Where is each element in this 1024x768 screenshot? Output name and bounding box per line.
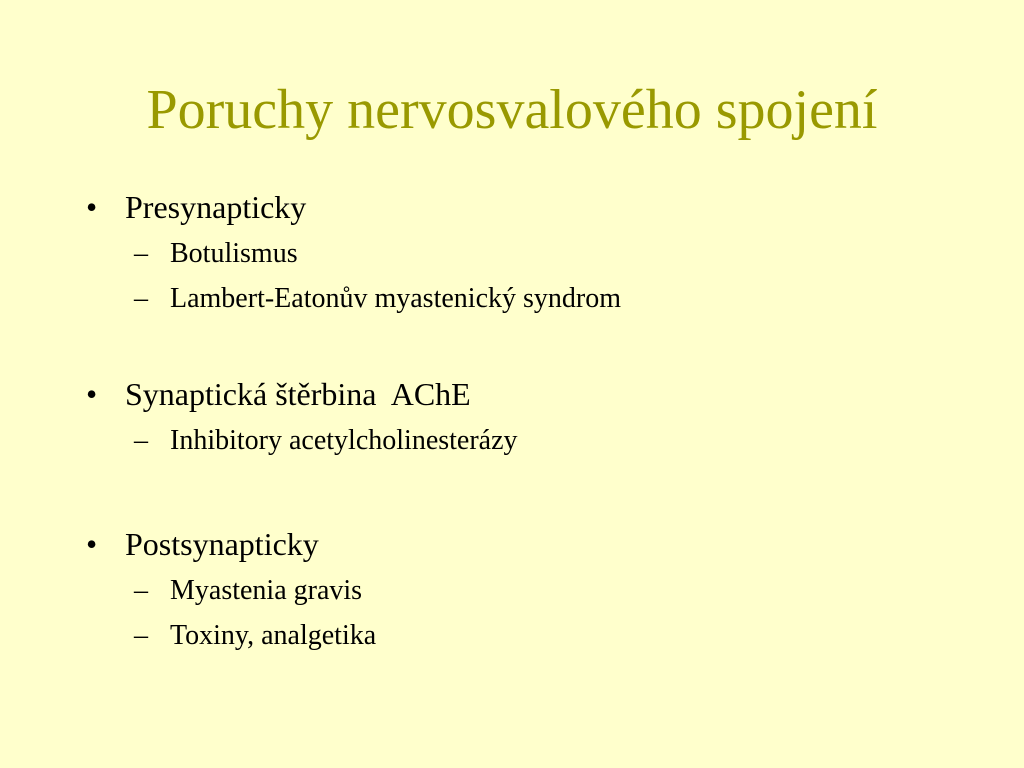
bullet-marker: • [86, 376, 98, 412]
sub-bullet-label: Botulismus [170, 238, 298, 269]
sub-bullet-label: Toxiny, analgetika [170, 620, 377, 651]
sub-bullet-marker: – [134, 620, 148, 651]
sub-bullet-marker: – [134, 238, 148, 269]
sub-bullet-item [134, 618, 534, 654]
sub-bullet-label: Myastenia gravis [170, 575, 363, 606]
bullet-item-synapticka-sterbina [86, 374, 686, 414]
slide-title: Poruchy nervosvalového spojení [146, 79, 878, 141]
sub-bullet-item [134, 573, 534, 609]
sub-bullet-item [134, 236, 534, 272]
sub-bullet-marker: – [134, 425, 148, 456]
bullet-marker: • [86, 189, 98, 225]
bullet-label: Postsynapticky [125, 526, 319, 562]
bullet-label: Presynapticky [125, 189, 307, 225]
bullet-label: Synaptická štěrbina AChE [125, 376, 471, 412]
sub-bullet-label: Inhibitory acetylcholinesterázy [170, 425, 518, 456]
bullet-marker: • [86, 526, 98, 562]
sub-bullet-marker: – [134, 283, 148, 314]
bullet-item-presynapticky [86, 187, 486, 227]
sub-bullet-item [134, 281, 834, 317]
bullet-item-postsynapticky [86, 524, 486, 564]
sub-bullet-label: Lambert-Eatonův myastenický syndrom [170, 283, 621, 314]
sub-bullet-item [134, 423, 734, 459]
sub-bullet-marker: – [134, 575, 148, 606]
